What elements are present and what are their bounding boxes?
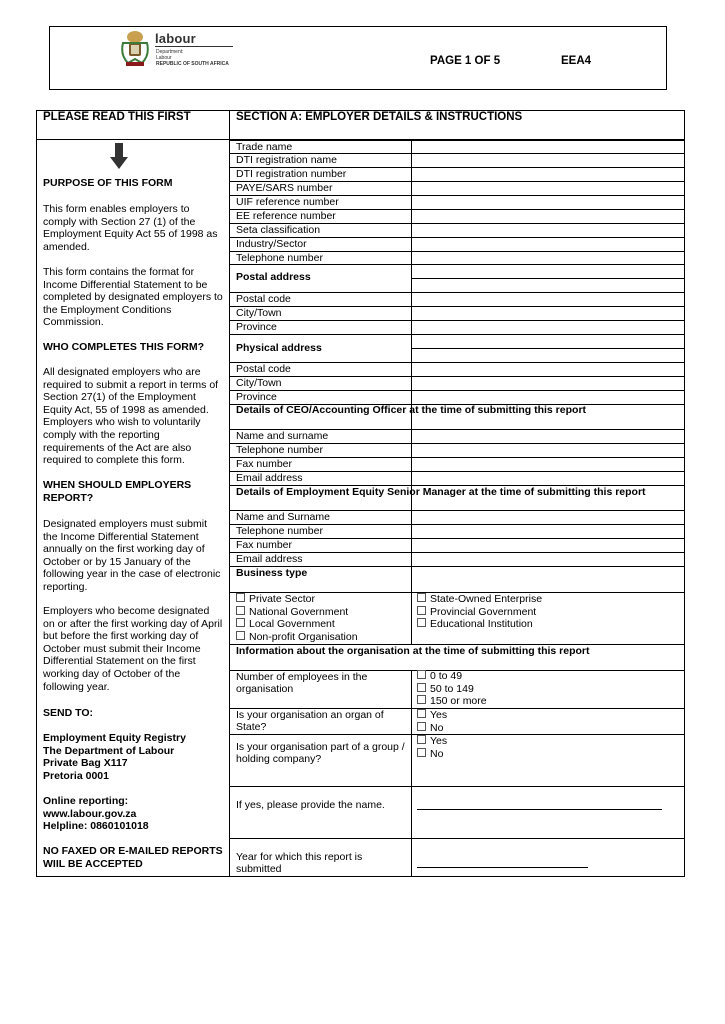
who-paragraph: All designated employers who are required to submit a report in terms of Section 27(1) of the Employment Equity Act, 55 of 1998 as amended. Employers who wish to voluntarily comply with the reporting requirements of the Act are also required to complete this form. — [43, 366, 219, 467]
input-field[interactable] — [412, 391, 684, 404]
eesm-field-3: Email address — [236, 553, 303, 565]
checkbox-icon[interactable] — [417, 606, 426, 615]
organ-of-state-label: Is your organisation an organ of State? — [236, 709, 384, 733]
checkbox-icon[interactable] — [417, 683, 426, 692]
online-block — [43, 795, 223, 833]
organ-of-state-option[interactable] — [417, 709, 447, 722]
business-type-option-label: Educational Institution — [430, 618, 533, 631]
row-divider — [229, 734, 685, 735]
input-field[interactable] — [412, 539, 684, 552]
input-field[interactable] — [412, 210, 684, 223]
checkbox-icon[interactable] — [236, 606, 245, 615]
field-label-ee-reference-number: EE reference number — [236, 210, 336, 222]
business-type-option[interactable] — [236, 618, 335, 631]
ceo-field-3: Email address — [236, 472, 303, 484]
report-year-input[interactable] — [417, 867, 588, 868]
input-field[interactable] — [412, 349, 684, 362]
input-field[interactable] — [412, 252, 684, 264]
checkbox-icon[interactable] — [417, 593, 426, 602]
field-label-seta-classification: Seta classification — [236, 224, 321, 236]
checkbox-icon[interactable] — [236, 593, 245, 602]
row-divider — [229, 838, 685, 839]
employee-count-option[interactable] — [417, 670, 462, 683]
employee-count-option[interactable] — [417, 695, 487, 708]
checkbox-icon[interactable] — [417, 735, 426, 744]
online-label: Online reporting: — [43, 795, 129, 807]
website-link[interactable]: www.labour.gov.za — [43, 807, 137, 820]
report-year-label: Year for which this report is submitted — [236, 851, 363, 875]
group-name-label: If yes, please provide the name. — [236, 799, 385, 811]
input-field[interactable] — [412, 430, 684, 443]
business-type-option-label: Private Sector — [249, 593, 315, 605]
group-name-input[interactable] — [417, 809, 662, 810]
left-heading: PLEASE READ THIS FIRST — [43, 111, 191, 123]
input-field[interactable] — [412, 525, 684, 538]
eesm-heading: Details of Employment Equity Senior Manager at the time of submitting this report — [236, 486, 646, 498]
arrow-down-icon — [110, 143, 128, 170]
checkbox-icon[interactable] — [236, 618, 245, 627]
when-paragraph-2: Employers who become designated on or after the first working day of April but before the first working day of October must submit their Income Differential Statement on the first working day of October of the following year. — [43, 605, 223, 693]
input-field[interactable] — [412, 363, 684, 376]
info-heading: Information about the organisation at the time of submitting this report — [236, 645, 590, 657]
business-type-option[interactable] — [236, 606, 348, 619]
group-company-option-label: No — [430, 747, 444, 760]
checkbox-icon[interactable] — [417, 748, 426, 757]
section-a-heading: SECTION A: EMPLOYER DETAILS & INSTRUCTIONS — [236, 111, 523, 123]
postal-field-1: City/Town — [236, 307, 282, 319]
business-type-option[interactable] — [417, 606, 536, 619]
business-type-option[interactable] — [417, 618, 533, 631]
business-type-option[interactable] — [417, 593, 542, 606]
physical-address-label: Physical address — [236, 342, 322, 354]
field-label-paye-sars-number: PAYE/SARS number — [236, 182, 333, 194]
purpose-heading: PURPOSE OF THIS FORM — [43, 177, 173, 189]
eesm-field-0: Name and Surname — [236, 511, 330, 523]
input-field[interactable] — [412, 293, 684, 306]
logo-wordmark: labour — [155, 31, 196, 46]
business-type-option-label: State-Owned Enterprise — [430, 593, 543, 605]
group-company-label: Is your organisation part of a group / holding company? — [236, 741, 405, 765]
input-field[interactable] — [412, 511, 684, 524]
postal-field-0: Postal code — [236, 293, 291, 305]
cell-divider — [411, 592, 412, 644]
checkbox-icon[interactable] — [417, 695, 426, 704]
ceo-field-1: Telephone number — [236, 444, 323, 456]
field-label-dti-registration-name: DTI registration name — [236, 154, 337, 166]
input-field[interactable] — [412, 444, 684, 457]
input-field[interactable] — [412, 458, 684, 471]
business-type-heading: Business type — [236, 567, 308, 579]
business-type-option-label: Provincial Government — [430, 605, 537, 618]
employee-count-option-label: 0 to 49 — [430, 670, 463, 682]
ceo-field-0: Name and surname — [236, 430, 329, 442]
employee-count-option[interactable] — [417, 683, 474, 696]
checkbox-icon[interactable] — [417, 722, 426, 731]
employee-count-option-label: 150 or more — [430, 695, 487, 708]
send-heading: SEND TO: — [43, 707, 93, 719]
field-label-uif-reference-number: UIF reference number — [236, 196, 339, 208]
ceo-heading: Details of CEO/Accounting Officer at the time of submitting this report — [236, 404, 587, 416]
logo-country-line: REPUBLIC OF SOUTH AFRICA — [156, 61, 229, 67]
cell-divider — [411, 670, 412, 877]
logo-labour-line: Labour — [156, 55, 172, 61]
checkbox-icon[interactable] — [417, 618, 426, 627]
coat-of-arms-logo — [120, 29, 150, 69]
input-field[interactable] — [412, 307, 684, 320]
input-field[interactable] — [412, 472, 684, 485]
logo-department-line: Department: — [156, 49, 184, 55]
who-heading: WHO COMPLETES THIS FORM? — [43, 341, 204, 353]
logo-divider — [155, 46, 233, 47]
field-label-telephone-number: Telephone number — [236, 252, 323, 264]
address-line: Employment Equity Registry — [43, 732, 186, 744]
input-field[interactable] — [412, 196, 684, 209]
when-paragraph-1: Designated employers must submit the Income Differential Statement annually on the first working day of October or by 15 January of the following year in the case of electronic reporting. — [43, 518, 221, 593]
input-field[interactable] — [412, 168, 684, 181]
input-field[interactable] — [412, 238, 684, 251]
checkbox-icon[interactable] — [236, 631, 245, 640]
group-company-option[interactable] — [417, 748, 443, 761]
organ-of-state-option-label: Yes — [430, 709, 448, 721]
group-company-option[interactable] — [417, 735, 447, 748]
organ-of-state-option-label: No — [430, 721, 444, 734]
field-label-dti-registration-number: DTI registration number — [236, 168, 347, 180]
business-type-option-label: National Government — [249, 605, 349, 618]
business-type-option-label: Local Government — [249, 618, 335, 631]
business-type-option[interactable] — [236, 593, 315, 606]
warning-text: NO FAXED OR E-MAILED REPORTS WIIL BE ACCEPTED — [43, 845, 223, 870]
input-field[interactable] — [412, 279, 684, 292]
business-type-option-label: Non-profit Organisation — [249, 630, 358, 643]
input-field[interactable] — [412, 321, 684, 334]
input-field[interactable] — [412, 335, 684, 348]
physical-field-0: Postal code — [236, 363, 291, 375]
input-field[interactable] — [412, 553, 684, 566]
postal-field-2: Province — [236, 321, 277, 333]
address-line: Private Bag X117 — [43, 757, 128, 770]
physical-field-1: City/Town — [236, 377, 282, 389]
when-heading: WHEN SHOULD EMPLOYERS REPORT? — [43, 479, 192, 504]
checkbox-icon[interactable] — [417, 670, 426, 679]
employees-label: Number of employees in the organisation — [236, 671, 368, 695]
helpline: Helpline: 0860101018 — [43, 820, 149, 833]
eesm-field-1: Telephone number — [236, 525, 323, 537]
input-field[interactable] — [412, 141, 684, 153]
postal-address-label: Postal address — [236, 271, 311, 283]
address-line: Pretoria 0001 — [43, 769, 109, 782]
input-field[interactable] — [412, 182, 684, 195]
checkbox-icon[interactable] — [417, 709, 426, 718]
input-field[interactable] — [412, 265, 684, 278]
group-company-option-label: Yes — [430, 735, 448, 747]
column-divider — [229, 110, 230, 877]
form-code: EEA4 — [561, 55, 592, 67]
business-type-option[interactable] — [236, 631, 358, 644]
field-label-trade-name: Trade name — [236, 141, 293, 153]
input-field[interactable] — [412, 224, 684, 237]
row-divider — [229, 786, 685, 787]
page-indicator: PAGE 1 OF 5 — [430, 55, 501, 67]
address-block — [43, 732, 223, 782]
input-field[interactable] — [412, 154, 684, 167]
organ-of-state-option[interactable] — [417, 722, 443, 735]
employee-count-option-label: 50 to 149 — [430, 682, 474, 695]
eesm-field-2: Fax number — [236, 539, 293, 551]
purpose-paragraph-2: This form contains the format for Income Differential Statement to be completed by designated employers to the Employment Conditions Commission. — [43, 266, 223, 329]
purpose-paragraph-1: This form enables employers to comply with Section 27 (1) of the Employment Equity Act 55 of 1998 as amended. — [43, 203, 218, 253]
field-label-industry-sector: Industry/Sector — [236, 238, 307, 250]
ceo-field-2: Fax number — [236, 458, 293, 470]
input-field[interactable] — [412, 377, 684, 390]
physical-field-2: Province — [236, 391, 277, 403]
address-line: The Department of Labour — [43, 744, 175, 757]
